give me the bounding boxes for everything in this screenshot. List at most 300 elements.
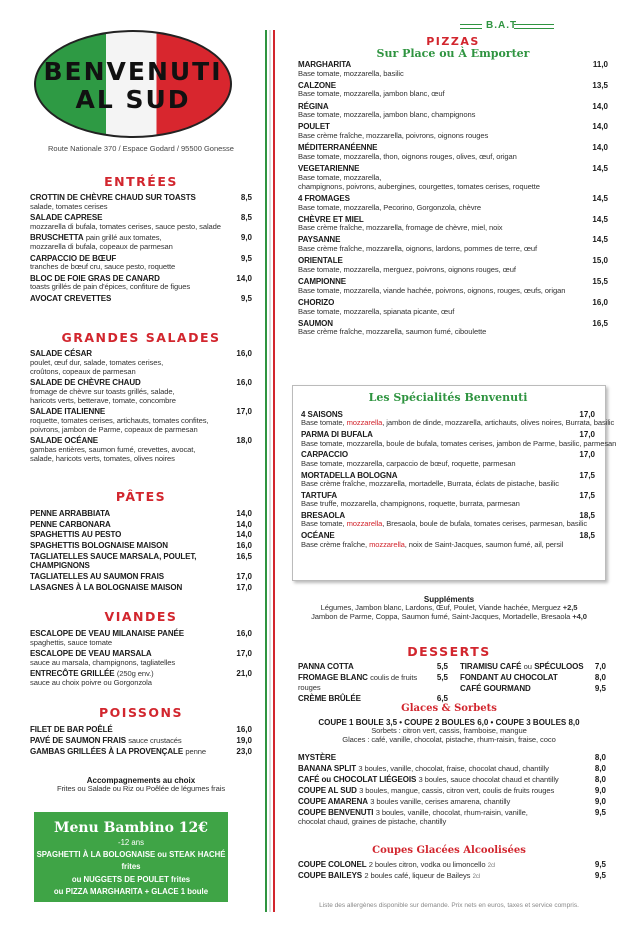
desc-part: , jambon de dinde, mozzarella, artichauts, olives noires, Burrata, basilic (382, 418, 615, 428)
glaces-header (292, 703, 606, 745)
item-price: 16,0 (236, 541, 252, 551)
item-desc: Base tomate, mozzarella, jambon blanc, œuf (298, 89, 445, 99)
bambino-age: -12 ans (117, 837, 144, 847)
item-extra: coulis de fruits rouges (298, 672, 418, 692)
item-desc: gambas entières, saumon fumé, crevettes, avocat, (30, 444, 196, 454)
menu-item-title (30, 725, 113, 735)
specialites-list (301, 409, 617, 550)
mozzarella-highlight: mozzarella (346, 519, 383, 529)
item-desc (301, 480, 595, 489)
desc-part: Base truffe, mozzarella, champignons, roquette, burrata, parmesan (301, 499, 520, 509)
item-name: BANANA SPLIT (298, 763, 357, 773)
item-name: PANNA COTTA (298, 662, 354, 671)
item-price: 14,5 (592, 235, 608, 245)
item-price: 17,0 (236, 649, 252, 659)
item-price: 5,5 (436, 672, 448, 682)
item-name: MÉDITERRANÉENNE (298, 143, 378, 153)
item-extra: pain grillé aux tomates, (85, 233, 162, 243)
item-price: 14,0 (236, 509, 252, 518)
item-price: 8,5 (240, 213, 252, 223)
item-name: FROMAGE BLANC (298, 672, 368, 682)
menu-item (30, 747, 252, 757)
item-price: 17,0 (579, 430, 595, 440)
special-item (301, 471, 595, 489)
menu-item-row (30, 736, 252, 746)
menu-item (298, 277, 608, 296)
item-name: SPAGHETTIS AU PESTO (30, 530, 122, 540)
logo-line1: BENVENUTI (43, 57, 223, 86)
item-desc: salade, tomates cerises (30, 201, 108, 211)
item-desc: mozzarella di bufala, copeaux de parmesan (30, 242, 173, 252)
item-desc: sauce au choix poivre ou Gorgonzola (30, 678, 152, 688)
item-name: ESCALOPE DE VEAU MILANAISE PANÉE (30, 629, 185, 638)
desc-part: Base crème fraîche, (301, 539, 370, 549)
menu-item-row (30, 552, 252, 571)
desserts-right (460, 662, 606, 694)
menu-item (30, 572, 252, 582)
item-name: SPÉCULOOS (534, 662, 584, 671)
item-name: SALADE DE CHÈVRE CHAUD (30, 378, 141, 388)
item-desc: sauce au marsala, champignons, tagliatelles (30, 657, 176, 667)
item-desc: champignons, poivrons, aubergines, courgettes, tomates cerises, roquette (298, 181, 540, 191)
menu-item (30, 274, 252, 293)
item-name: SALADE OCÉANE (30, 436, 99, 446)
item-extra: sauce crustacés (128, 735, 182, 745)
item-extra: penne (185, 746, 206, 756)
item-price: 16,0 (592, 297, 608, 307)
item-desc: fromage de chèvre sur toasts grillés, salade, (30, 386, 175, 396)
dessert-item (298, 662, 448, 672)
item-price: 9,0 (594, 786, 606, 796)
item-name: 4 SAISONS (301, 409, 343, 419)
item-price: 17,0 (236, 582, 252, 592)
item-price: 14,0 (236, 519, 252, 529)
item-extra: 3 boules, vanille, chocolat, rhum-raisin, vanille, (375, 808, 528, 818)
dessert-title (460, 662, 584, 672)
item-price: 18,0 (236, 436, 252, 446)
item-name: MORTADELLA BOLOGNA (301, 470, 398, 480)
item-name: PARMA DI BUFALA (301, 430, 373, 440)
item-name: BRUSCHETTA (30, 233, 84, 243)
menu-item (298, 164, 608, 192)
menu-item-title (298, 753, 336, 763)
item-desc: Base tomate, mozzarella, spianata picante, œuf (298, 306, 455, 316)
pizzas-list (298, 60, 608, 340)
glaces-list (298, 753, 606, 829)
menu-item-title (298, 797, 510, 807)
menu-item (298, 235, 608, 254)
menu-item-row (30, 541, 252, 551)
menu-item (30, 552, 252, 571)
item-price: 21,0 (236, 669, 252, 679)
item-price: 9,0 (240, 233, 252, 243)
dessert-title (298, 662, 354, 672)
menu-item (30, 233, 252, 252)
supplements-title: Suppléments (423, 595, 475, 604)
dessert-item (298, 673, 448, 693)
item-price: 9,5 (240, 293, 252, 303)
menu-item-row (30, 572, 252, 582)
menu-item-title (30, 541, 168, 551)
item-name: RÉGINA (298, 101, 329, 111)
item-desc: Base tomate, mozzarella, thon, oignons rouges, olives, œuf, origan (298, 151, 517, 161)
item-extra: 2 boules café, liqueur de Baileys (364, 871, 471, 881)
menu-item (30, 583, 252, 593)
menu-item (298, 319, 608, 338)
item-price: 14,0 (236, 273, 252, 283)
item-price: 16,5 (236, 551, 252, 561)
item-price: 14,0 (592, 122, 608, 132)
item-price: 9,5 (594, 871, 606, 881)
item-price: 17,0 (236, 407, 252, 417)
item-name: BLOC DE FOIE GRAS DE CANARD (30, 273, 160, 283)
item-extra: (250g env.) (116, 669, 154, 679)
item-price: 8,0 (594, 775, 606, 784)
menu-bambino (34, 812, 228, 902)
item-name: CARPACCIO DE BŒUF (30, 253, 117, 263)
coupe-title (298, 860, 495, 870)
menu-item (30, 541, 252, 551)
menu-item-title (298, 786, 554, 796)
item-name: BRESAOLA (301, 510, 346, 520)
item-name: SALADE CÉSAR (30, 349, 92, 358)
supplements-price1: +2,5 (562, 603, 578, 613)
bat-name: B.A.T (486, 20, 518, 31)
special-item (301, 531, 595, 549)
item-price: 9,5 (594, 683, 606, 693)
pizzas-title: PIZZAS (426, 35, 480, 48)
item-name: MYSTÈRE (298, 753, 336, 762)
desserts-left (298, 662, 448, 704)
item-name: CALZONE (298, 80, 336, 90)
item-extra: 2 boules citron, vodka ou limoncello (368, 860, 486, 869)
item-desc: Base tomate, mozzarella, (298, 172, 382, 182)
menu-item (30, 669, 252, 688)
address: Route Nationale 370 / Espace Godard / 95500 Gonesse (48, 144, 234, 153)
coupe-item (298, 871, 606, 881)
glaces-parfums: Glaces : café, vanille, chocolat, pistache, rhum-raisin, fraise, coco (342, 735, 556, 745)
item-desc: croûtons, copeaux de parmesan (30, 366, 136, 376)
specialites-box (292, 385, 617, 581)
item-price: 17,5 (579, 490, 595, 500)
item-desc: poivrons, jambon de Parme, copeaux de parmesan (30, 424, 198, 434)
specialites-title: Les Spécialités Benvenuti (368, 391, 528, 404)
item-desc: Base tomate, mozzarella, jambon blanc, champignons (298, 110, 476, 120)
item-price: 18,5 (579, 531, 595, 541)
menu-item-title (30, 747, 206, 757)
bambino-line1: SPAGHETTI À LA BOLOGNAISE ou STEAK HACHÉ frites (36, 849, 226, 872)
item-price: 14,5 (592, 164, 608, 174)
item-price: 8,0 (594, 763, 606, 773)
supplements-line2: Jambon de Parme, Coppa, Saumon fumé, Saint-Jacques, Mortadelle, Bresaola (311, 612, 571, 622)
footer-note: Liste des allergènes disponible sur demande. Prix nets en euros, taxes et service compris. (319, 902, 579, 909)
item-desc: toasts grillés de pain d'épices, confiture de figues (30, 282, 191, 292)
item-desc: tranches de bœuf cru, sauce pesto, roquette (30, 262, 176, 272)
item-price: 15,0 (592, 256, 608, 266)
coupe-item (298, 860, 606, 870)
special-item (301, 491, 595, 509)
item-name: CAFÉ ou CHOCOLAT LIÉGEOIS (298, 775, 417, 784)
coupes-alcool-list (298, 860, 606, 882)
item-desc: haricots verts, betterave, tomate, concombre (30, 395, 176, 405)
coupes-alcool-title: Coupes Glacées Alcoolisées (372, 845, 526, 856)
item-name: SALADE CAPRESE (30, 213, 103, 223)
item-extra: 3 boules, sauce chocolat chaud et chantilly (418, 775, 559, 784)
item-name: COUPE BAILEYS (298, 871, 363, 881)
item-name: 4 FROMAGES (298, 193, 350, 203)
item-price: 16,0 (236, 378, 252, 388)
item-price: 19,0 (236, 735, 252, 745)
desserts-title: DESSERTS (407, 644, 491, 659)
item-price: 14,0 (592, 143, 608, 153)
supplements-line1: Légumes, Jambon blanc, Lardons, Œuf, Poulet, Viande hachée, Merguez (320, 603, 561, 613)
desc-part: , Bresaola, boule de bufala, tomates cerises, parmesan, basilic (382, 519, 588, 529)
menu-item (30, 294, 252, 304)
special-item (301, 511, 595, 529)
item-name: CAFÉ GOURMAND (460, 683, 531, 693)
item-desc (301, 541, 595, 550)
menu-item (298, 256, 608, 275)
menu-item (298, 764, 606, 774)
menu-item (30, 509, 252, 519)
item-volume: 2cl (472, 874, 481, 881)
menu-item (298, 298, 608, 317)
viandes-title: VIANDES (104, 609, 178, 624)
item-price: 17,5 (579, 470, 595, 480)
coupe-title (298, 871, 480, 881)
item-price: 6,5 (436, 693, 448, 703)
item-extra: 3 boules, vanille, chocolat, fraise, chocolat chaud, chantilly (358, 763, 549, 773)
item-desc: Base tomate, mozzarella, Pecorino, Gorgonzola, chèvre (298, 202, 481, 212)
accompagnements-text: Frites ou Salade ou Riz ou Poêlée de légumes frais (56, 784, 226, 794)
tricolour-divider (265, 30, 275, 912)
dessert-title (460, 684, 531, 694)
item-name: ESCALOPE DE VEAU MARSALA (30, 649, 152, 659)
item-price: 15,5 (592, 277, 608, 287)
dessert-item (460, 662, 606, 672)
menu-item (298, 194, 608, 213)
item-desc: chocolat chaud, graines de pistache, chantilly (298, 817, 447, 827)
item-price: 8,0 (594, 672, 606, 682)
desc-part: Base tomate, (301, 519, 347, 529)
item-name: CAMPIONNE (298, 277, 346, 287)
item-price: 5,5 (436, 662, 448, 671)
item-desc: mozzarella di bufala, tomates cerises, sauce pesto, salade (30, 221, 221, 231)
glaces-boules: COUPE 1 BOULE 3,5 • COUPE 2 BOULES 6,0 • COUPE 3 BOULES 8,0 (318, 717, 580, 727)
item-price: 14,5 (592, 193, 608, 203)
menu-item-title (30, 572, 164, 582)
item-desc: Base tomate, mozzarella, viande hachée, poivrons, oignons, rouges, œufs, origan (298, 285, 566, 295)
menu-item (30, 407, 252, 435)
menu-item-row (298, 797, 606, 807)
menu-item (30, 436, 252, 464)
menu-item-row (30, 520, 252, 530)
mozzarella-highlight: mozzarella (346, 418, 383, 428)
menu-item (298, 60, 608, 79)
item-name: COUPE AL SUD (298, 786, 357, 796)
item-name: TARTUFA (301, 490, 338, 500)
bambino-line2: ou NUGGETS DE POULET frites (71, 874, 191, 884)
item-name: OCÉANE (301, 531, 335, 541)
pizzas-subtitle: Sur Place ou À Emporter (376, 46, 530, 60)
salades-list (30, 349, 252, 465)
menu-item (30, 349, 252, 377)
item-extra: ou (523, 662, 532, 671)
item-name: COUPE BENVENUTI (298, 808, 374, 818)
desc-part: , noix de Saint-Jacques, saumon fumé, ail, persil (404, 539, 564, 549)
menu-item-row (30, 747, 252, 757)
menu-item (30, 725, 252, 735)
desc-part: Base crème fraîche, mozzarella, mortadelle, Burrata, éclats de pistache, basilic (301, 478, 559, 488)
menu-item (30, 629, 252, 648)
bambino-line3: ou PIZZA MARGHARITA + GLACE 1 boule (53, 887, 209, 897)
item-name: AVOCAT CREVETTES (30, 293, 112, 303)
item-extra: 3 boules, mangue, cassis, citron vert, coulis de fruits rouges (359, 786, 555, 796)
menu-item-title (30, 520, 111, 530)
item-price: 14,0 (236, 530, 252, 540)
menu-item (30, 649, 252, 668)
supplements (292, 595, 606, 622)
item-name: CHÈVRE ET MIEL (298, 214, 364, 224)
item-name: SAUMON (298, 318, 333, 328)
item-desc: Base crème fraîche, mozzarella, poivrons, oignons rouges (298, 131, 489, 141)
item-extra: 3 boules vanille, cerises amarena, chantilly (370, 797, 511, 807)
menu-item (30, 213, 252, 232)
item-name: VEGETARIENNE (298, 164, 360, 174)
logo (34, 30, 232, 138)
item-desc (301, 418, 615, 428)
pizzas-header (298, 36, 608, 61)
menu-item (30, 520, 252, 530)
special-item (301, 450, 595, 468)
poissons-title: POISSONS (99, 705, 183, 720)
logo-line2: AL SUD (75, 85, 191, 114)
item-price: 8,0 (594, 753, 606, 762)
item-price: 14,0 (592, 101, 608, 111)
dessert-item (460, 673, 606, 683)
item-name: ENTRECÔTE GRILLÉE (30, 669, 115, 679)
menu-item (30, 530, 252, 540)
item-desc: Base crème fraîche, mozzarella, saumon fumé, ciboulette (298, 327, 487, 337)
dessert-item (460, 684, 606, 694)
dessert-item (298, 694, 448, 704)
item-desc: salade, haricots verts, tomates, olives noires (30, 453, 175, 463)
item-price: 11,0 (592, 60, 608, 69)
item-desc (301, 500, 595, 509)
item-name: COUPE COLONEL (298, 860, 367, 869)
dessert-title (298, 673, 433, 693)
menu-item (30, 378, 252, 406)
item-price: 16,5 (592, 318, 608, 328)
item-name: TIRAMISU CAFÉ (460, 662, 522, 671)
item-price: 16,0 (236, 349, 252, 358)
dessert-title (460, 673, 558, 683)
item-name: LASAGNES À LA BOLOGNAISE MAISON (30, 582, 183, 592)
accompagnements (30, 776, 252, 794)
item-price: 9,0 (594, 797, 606, 807)
item-name: ORIENTALE (298, 256, 343, 266)
item-desc: spaghettis, sauce tomate (30, 637, 113, 647)
desc-part: Base tomate, (301, 418, 347, 428)
menu-item-row (30, 509, 252, 519)
item-name: GAMBAS GRILLÉES À LA PROVENÇALE (30, 746, 184, 756)
item-name: TAGLIATELLES AU SAUMON FRAIS (30, 572, 164, 582)
menu-item (298, 797, 606, 807)
item-desc: poulet, œuf dur, salade, tomates cerises, (30, 357, 164, 367)
item-name: PAYSANNE (298, 235, 341, 245)
item-price: 16,0 (236, 629, 252, 638)
menu-item-row (30, 530, 252, 540)
item-desc: Base crème fraîche, mozzarella, oignons, lardons, pommes de terre, œuf (298, 244, 538, 254)
item-price: 8,5 (240, 193, 252, 202)
special-item (301, 430, 617, 448)
menu-item (30, 254, 252, 273)
dessert-title (298, 694, 361, 704)
glaces-sorbets: Sorbets : citron vert, cassis, framboise, mangue (371, 726, 527, 736)
item-name: SPAGHETTIS BOLOGNAISE MAISON (30, 541, 168, 551)
menu-item-title (30, 736, 182, 746)
menu-item (298, 122, 608, 141)
menu-item-row (298, 786, 606, 796)
entrees-title: ENTRÉES (104, 174, 178, 189)
pates-list (30, 509, 252, 593)
menu-item (298, 81, 608, 100)
item-desc (301, 460, 595, 469)
menu-item (30, 736, 252, 746)
menu-item (298, 102, 608, 121)
menu-item-title (30, 509, 110, 519)
mozzarella-highlight: mozzarella (369, 539, 405, 549)
item-name: CROTTIN DE CHÈVRE CHAUD SUR TOASTS (30, 193, 196, 202)
item-price: 17,0 (579, 450, 595, 460)
item-price: 13,5 (592, 80, 608, 90)
menu-item-row (30, 294, 252, 304)
menu-item-row (298, 764, 606, 774)
item-price: 17,0 (236, 572, 252, 582)
item-price: 17,0 (579, 409, 595, 419)
menu-item (30, 193, 252, 212)
menu-item (298, 786, 606, 796)
menu-item (298, 808, 606, 827)
poissons-list (30, 725, 252, 758)
item-desc: Base tomate, mozzarella, merguez, poivrons, oignons rouges, œuf (298, 264, 516, 274)
item-price: 18,5 (579, 510, 595, 520)
item-price: 16,0 (236, 725, 252, 734)
item-price: 9,5 (594, 860, 606, 869)
menu-item (298, 775, 606, 785)
item-price: 7,0 (594, 662, 606, 671)
item-name: CARPACCIO (301, 450, 348, 460)
item-desc: roquette, tomates cerises, artichauts, tomates confites, (30, 415, 209, 425)
item-volume: 2cl (487, 863, 496, 869)
item-price: 14,5 (592, 214, 608, 224)
pates-title: PÂTES (115, 489, 167, 504)
desc-part: Base tomate, mozzarella, boule de bufala, tomates cerises, jambon de Parme, basilic, parmesan (301, 438, 617, 448)
menu-item-title (30, 583, 182, 593)
item-price: 9,5 (594, 808, 606, 818)
menu-item-title (298, 775, 559, 785)
item-price: 23,0 (236, 746, 252, 756)
item-desc: Base tomate, mozzarella, basilic (298, 68, 404, 78)
entrees-list (30, 193, 252, 305)
item-name: PENNE CARBONARA (30, 519, 111, 529)
menu-item-title (30, 552, 232, 571)
item-name: PENNE ARRABBIATA (30, 509, 111, 518)
menu-item-row (298, 753, 606, 763)
viandes-list (30, 629, 252, 690)
item-name: PAVÉ DE SAUMON FRAIS (30, 735, 126, 745)
item-price: 9,5 (240, 253, 252, 263)
